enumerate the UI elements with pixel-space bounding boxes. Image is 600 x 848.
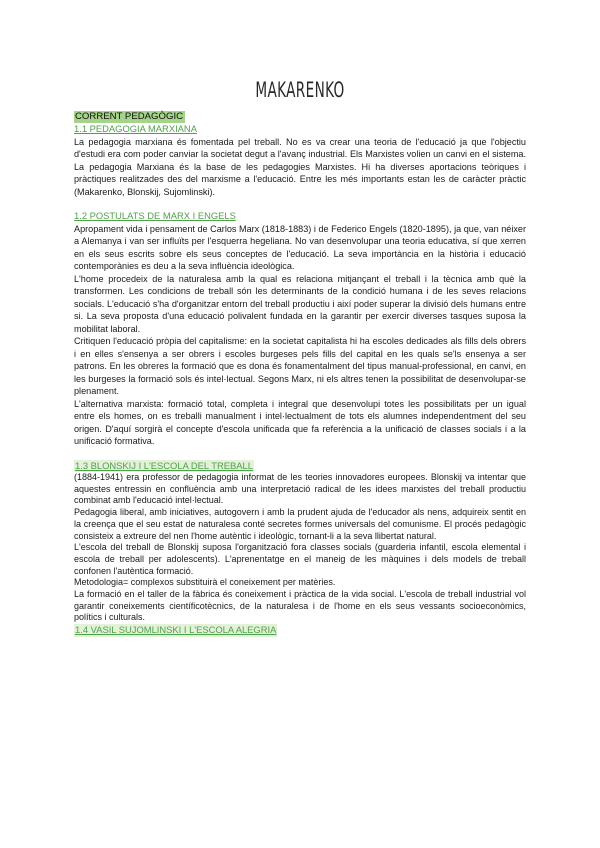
paragraph: La formació en el taller de la fàbrica és coneixement i pràctica de la vida social. L'escola de treball industrial vol garantir coneixements científicotècnics, de la naturalesa i de l'home en els seus vessants socioeconòmics, polítics i culturals. <box>74 589 526 623</box>
paragraph: Pedagogia liberal, amb iniciatives, autogovern i amb la prudent ajuda de l'educador als nens, adquireix sentit en la creença que el seu estat de naturalesa conté secretes formes universals del comunisme. El procés pedagògic consisteix a extreure del nen l'home autèntic i ideològic, tornant-li a la seva llibertat natural. <box>74 507 526 541</box>
paragraph: (1884-1941) era professor de pedagogia informat de les teories innovadores europees. Blonskij va intentar que aquestes entressin en confluència amb una interpretació radical de les idees marxistes del treball productiu combinat amb l'educació intel·lectual. <box>74 472 526 506</box>
section-heading: 1.1 PEDAGOGIA MARXIANA <box>74 123 197 134</box>
section-1-1 <box>74 123 526 198</box>
section-1-3 <box>74 460 526 625</box>
section-heading: 1.4 VASIL SUJOMLINSKI I L'ESCOLA ALEGRIA <box>75 624 277 636</box>
section-1-2 <box>74 210 526 448</box>
document-title: MAKARENKO <box>255 78 345 102</box>
paragraph: L'alternativa marxista: formació total, completa i integral que desenvolupi totes les possibilitats per un igual entre els homes, on es treballi manualment i intel·lectualment de tots els alumnes independentment del seu origen. D'aquí sorgirà el concepte d'escola unificada que fa referència a la unificació de classes socials i a la unificació formativa. <box>74 398 526 446</box>
paragraph: Metodologia= complexos substituirà el coneixement per matèries. <box>74 577 336 588</box>
paragraph: Critiquen l'educació pròpia del capitalisme: en la societat capitalista hi ha escoles dedicades als fills dels obrers i en elles s'ensenya a ser obrers i escoles burgeses pels fills del capital en les quals se'ls ensenya a ser patrons. En les obreres la formació que es dona és fonamentalment del tipus manual-professional, en canvi, en les burgeses la formació sols és intel·lectual. Segons Marx, ni els altres tenen la possibilitat de desenvolupar-se plenament. <box>74 336 526 396</box>
section-heading: 1.3 BLONSKIJ I L'ESCOLA DEL TREBALL <box>75 459 253 471</box>
section-heading: 1.2 POSTULATS DE MARX I ENGELS <box>74 210 236 221</box>
paragraph: La pedagogia marxiana és fomentada pel treball. No es va crear una teoria de l'educació ja que l'objectiu d'estudi era com poder canviar la societat degut a l'avanç industrial. Els Marxistes volien un canvi en el sistema. La pedagogia Marxiana és la base de les pedagogies Marxistes. Hi ha diverses aportacions teòriques i pràctiques realitzades des del marxisme a l'educació. Entre les més importants estan les de caràcter pràctic (Makarenko, Blonskij, Sujomlinski). <box>74 136 526 197</box>
paragraph: L'home procedeix de la naturalesa amb la qual es relaciona mitjançant el treball i la tècnica amb què la transformen. Les condicions de treball són les determinants de la condició humana i de les seves relacions socials. L'educació s'ha d'organitzar entorn del treball productiu i així poder superar la divisió dels humans entre si. La seva proposta d'una educació polivalent fundada en la garantir per exercir diverses tasques suposa la mobilitat laboral. <box>74 273 526 334</box>
document-body <box>74 110 526 637</box>
paragraph: L'escola del treball de Blonskij suposa l'organització fora classes socials (guarderia infantil, escola elemental i escola de treball per adolescents). L'aprenentatge en el maneig de les màquines i dels models de treball confonen l'autèntica formació. <box>74 542 526 576</box>
section-1-4 <box>74 624 526 637</box>
paragraph: Apropament vida i pensament de Carlos Marx (1818-1883) i de Federico Engels (1820-1895), ja que, van néixer a Alemanya i van ser influïts per l'esquerra hegeliana. No van desenvolupar una teoria educativa, sí que xerren en els seus escrits sobre els seus conceptes de l'educació. La seva importància en la història i educació contemporànies es deu a la seva influència ideològica. <box>74 223 526 271</box>
main-heading: CORRENT PEDAGÒGIC <box>75 111 184 122</box>
